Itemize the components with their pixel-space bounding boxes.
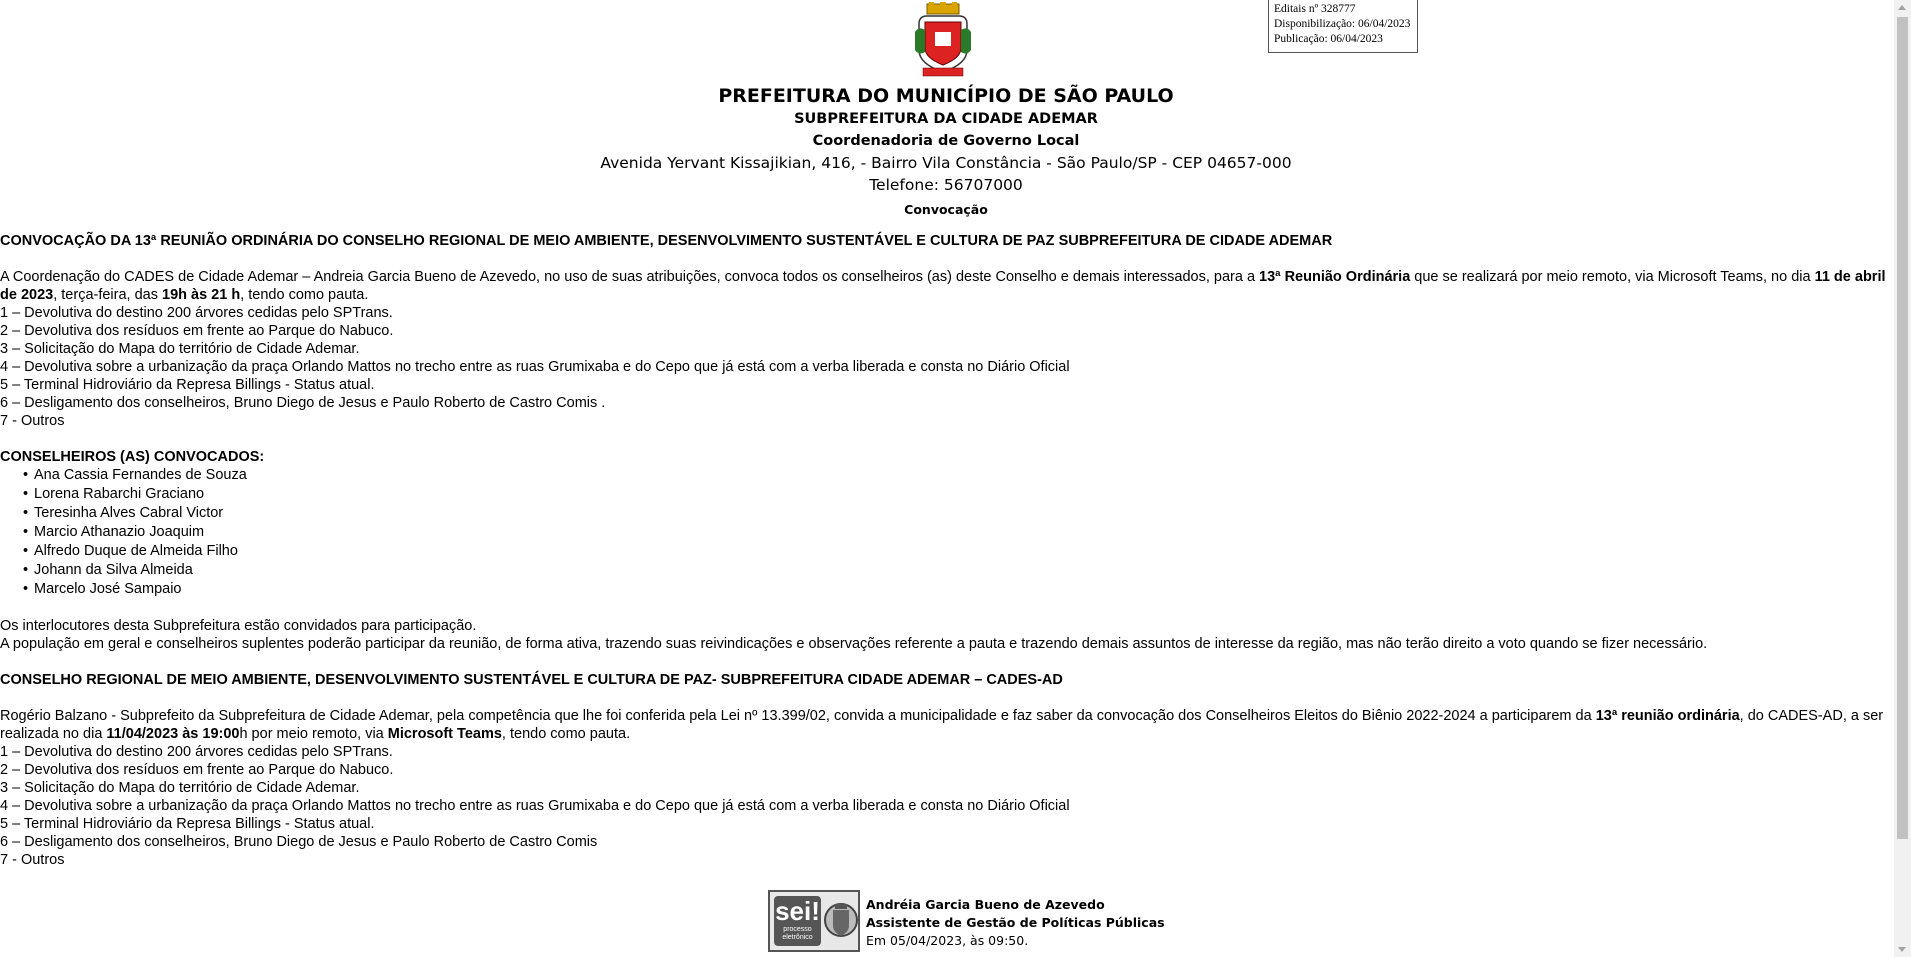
- list-item: • Teresinha Alves Cabral Victor: [34, 504, 1892, 523]
- header-endereco: Avenida Yervant Kissajikian, 416, - Bairro Vila Constância - São Paulo/SP - CEP 04657-000: [600, 154, 1292, 172]
- conselheiros-list: [0, 466, 1892, 599]
- pauta-item: 7 - Outros: [0, 413, 65, 429]
- list-item: • Marcio Athanazio Joaquim: [34, 523, 1892, 542]
- header-telefone: Telefone: 56707000: [869, 176, 1023, 194]
- header-prefeitura: PREFEITURA DO MUNICÍPIO DE SÃO PAULO: [718, 85, 1174, 107]
- section1-title: CONVOCAÇÃO DA 13ª REUNIÃO ORDINÁRIA DO CONSELHO REGIONAL DE MEIO AMBIENTE, DESENVOLVIMENTO SUSTENTÁVEL E CULTURA DE PAZ SUBPREFEITURA DE CIDADE ADEMAR: [0, 233, 1333, 249]
- pauta-item: 2 – Devolutiva dos resíduos em frente ao Parque do Nabuco.: [0, 762, 394, 778]
- pauta-item: 2 – Devolutiva dos resíduos em frente ao Parque do Nabuco.: [0, 323, 394, 339]
- document-header: [0, 84, 1892, 221]
- stamp-disponibilizacao: Disponibilização: 06/04/2023: [1274, 18, 1411, 30]
- pauta-item: 3 – Solicitação do Mapa do território de Cidade Ademar.: [0, 780, 360, 796]
- list-item: • Marcelo José Sampaio: [34, 580, 1892, 599]
- pauta-item: 5 – Terminal Hidroviário da Represa Billings - Status atual.: [0, 377, 375, 393]
- interlocutores-text: Os interlocutores desta Subprefeitura estão convidados para participação.: [0, 618, 477, 634]
- stamp-editais: Editais nº 328777: [1274, 3, 1356, 15]
- section2-paragraph: Rogério Balzano - Subprefeito da Subprefeitura de Cidade Ademar, pela competência que lhe foi conferida pela Lei nº 13.399/02, convida a municipalidade e faz saber da convocação dos Conselheiros Eleitos do Biênio 2022-2024 a participarem da 13ª reunião ordinária, do CADES-AD, a ser realizada no dia 11/04/2023 às 19:00h por meio remoto, via Microsoft Teams, tendo como pauta.: [0, 708, 1884, 742]
- scroll-down-icon[interactable]: [1898, 947, 1906, 952]
- header-coordenadoria: Coordenadoria de Governo Local: [812, 133, 1080, 149]
- pauta-item: 5 – Terminal Hidroviário da Represa Billings - Status atual.: [0, 816, 375, 832]
- section1-pauta: [0, 304, 1892, 430]
- pauta-item: 4 – Devolutiva sobre a urbanização da praça Orlando Mattos no trecho entre as ruas Grumixaba e do Cepo que já está com a verba liberada e consta no Diário Oficial: [0, 359, 1070, 375]
- pauta-item: 3 – Solicitação do Mapa do território de Cidade Ademar.: [0, 341, 360, 357]
- pauta-item: 1 – Devolutiva do destino 200 árvores cedidas pelo SPTrans.: [0, 744, 393, 760]
- section1-intro: A Coordenação do CADES de Cidade Ademar – Andreia Garcia Bueno de Azevedo, no uso de suas atribuições, convoca todos os conselheiros (as) deste Conselho e demais interessados, para a 13ª Reunião Ordinária que se realizará por meio remoto, via Microsoft Teams, no dia 11 de abril de 2023, terça-feira, das 19h às 21 h, tendo como pauta.: [0, 269, 1886, 303]
- document-body: [0, 232, 1892, 869]
- coat-of-arms-icon: [824, 898, 858, 944]
- scroll-up-icon[interactable]: [1898, 5, 1906, 10]
- sei-seal: [768, 890, 860, 952]
- stamp-publicacao: Publicação: 06/04/2023: [1274, 33, 1383, 45]
- conselheiros-title: CONSELHEIROS (AS) CONVOCADOS:: [0, 449, 265, 465]
- section2-title: CONSELHO REGIONAL DE MEIO AMBIENTE, DESENVOLVIMENTO SUSTENTÁVEL E CULTURA DE PAZ- SUBPREFEITURA CIDADE ADEMAR – CADES-AD: [0, 672, 1063, 688]
- signature-text: [866, 896, 1165, 950]
- populacao-text: A população em geral e conselheiros suplentes poderão participar da reunião, de forma ativa, trazendo suas reivindicações e observações referente a pauta e trazendo demais assuntos de interesse da região, mas não terão direito a voto quando se fizer necessário.: [0, 636, 1708, 652]
- sei-logo-icon: sei! processo eletrônico: [774, 896, 821, 946]
- publication-stamp: [1268, 0, 1418, 53]
- header-subprefeitura: SUBPREFEITURA DA CIDADE ADEMAR: [794, 111, 1098, 127]
- list-item: • Alfredo Duque de Almeida Filho: [34, 542, 1892, 561]
- list-item: • Lorena Rabarchi Graciano: [34, 485, 1892, 504]
- pauta-item: 7 - Outros: [0, 852, 65, 868]
- document-type: Convocação: [904, 202, 988, 217]
- vertical-scrollbar[interactable]: [1894, 0, 1911, 957]
- scrollbar-thumb[interactable]: [1897, 17, 1908, 839]
- list-item: • Ana Cassia Fernandes de Souza: [34, 466, 1892, 485]
- pauta-item: 1 – Devolutiva do destino 200 árvores cedidas pelo SPTrans.: [0, 305, 393, 321]
- list-item: • Johann da Silva Almeida: [34, 561, 1892, 580]
- signer-role: Assistente de Gestão de Políticas Públicas: [866, 915, 1165, 930]
- pauta-item: 6 – Desligamento dos conselheiros, Bruno Diego de Jesus e Paulo Roberto de Castro Comis: [0, 834, 598, 850]
- sao-paulo-coat-of-arms-icon: [915, 2, 971, 78]
- signature-date: Em 05/04/2023, às 09:50.: [866, 933, 1029, 948]
- section2-pauta: [0, 743, 1892, 869]
- pauta-item: 6 – Desligamento dos conselheiros, Bruno Diego de Jesus e Paulo Roberto de Castro Comis .: [0, 395, 606, 411]
- pauta-item: 4 – Devolutiva sobre a urbanização da praça Orlando Mattos no trecho entre as ruas Grumixaba e do Cepo que já está com a verba liberada e consta no Diário Oficial: [0, 798, 1070, 814]
- signer-name: Andréia Garcia Bueno de Azevedo: [866, 897, 1105, 912]
